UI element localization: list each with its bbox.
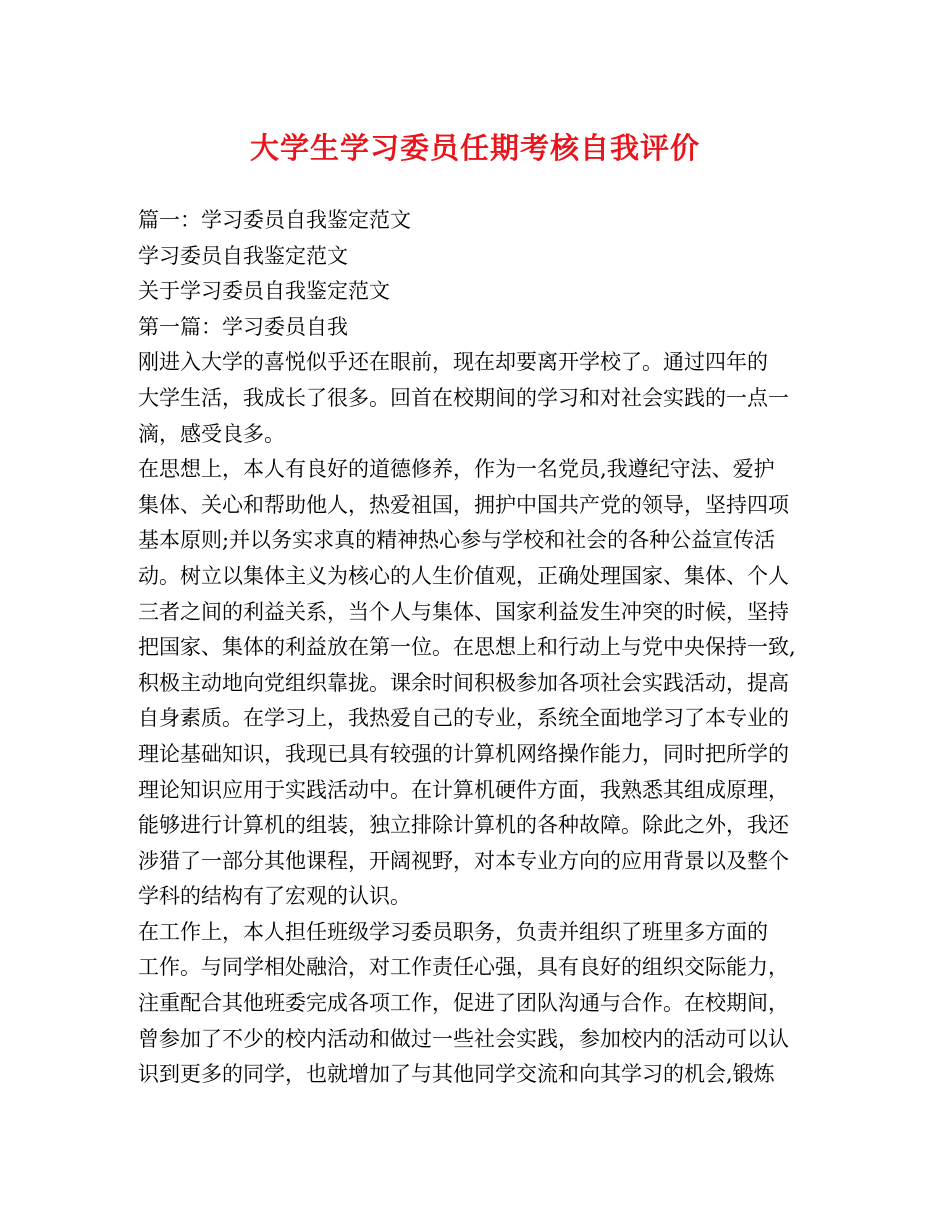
- text-line: 自身素质。在学习上，我热爱自己的专业，系统全面地学习了本专业的: [138, 706, 789, 731]
- text-line: 集体、关心和帮助他人，热爱祖国，拥护中国共产党的领导，坚持四项: [138, 492, 789, 517]
- text-line: 在思想上，本人有良好的道德修养，作为一名党员,我遵纪守法、爱护: [138, 457, 775, 482]
- text-line: 基本原则;并以务实求真的精神热心参与学校和社会的各种公益宣传活: [138, 528, 776, 553]
- text-line: 学习委员自我鉴定范文: [138, 243, 348, 268]
- text-line: 识到更多的同学，也就增加了与其他同学交流和向其学习的机会,锻炼: [138, 1062, 775, 1087]
- text-line: 学科的结构有了宏观的认识。: [138, 884, 411, 909]
- text-line: 动。树立以集体主义为核心的人生价值观，正确处理国家、集体、个人: [138, 563, 789, 588]
- text-line: 三者之间的利益关系，当个人与集体、国家利益发生冲突的时候，坚持: [138, 599, 789, 624]
- text-line: 理论基础知识，我现已具有较强的计算机网络操作能力，同时把所学的: [138, 741, 789, 766]
- text-line: 关于学习委员自我鉴定范文: [138, 279, 390, 304]
- document-body: [138, 203, 814, 1093]
- text-line: 篇一：学习委员自我鉴定范文: [138, 208, 411, 232]
- text-line: 理论知识应用于实践活动中。在计算机硬件方面，我熟悉其组成原理，: [138, 777, 789, 802]
- document-title: 大学生学习委员任期考核自我评价: [249, 131, 700, 165]
- text-line: 刚进入大学的喜悦似乎还在眼前，现在却要离开学校了。通过四年的: [138, 350, 768, 375]
- text-line: 涉猎了一部分其他课程，开阔视野，对本专业方向的应用背景以及整个: [138, 848, 789, 873]
- text-line: 积极主动地向党组织靠拢。课余时间积极参加各项社会实践活动，提高: [138, 670, 789, 695]
- text-line: 能够进行计算机的组装，独立排除计算机的各种故障。除此之外，我还: [138, 813, 789, 838]
- text-line: 在工作上，本人担任班级学习委员职务，负责并组织了班里多方面的: [138, 919, 768, 944]
- text-line: 大学生活，我成长了很多。回首在校期间的学习和对社会实践的一点一: [138, 385, 789, 410]
- text-line: 第一篇：学习委员自我: [138, 314, 348, 339]
- text-line: 工作。与同学相处融洽，对工作责任心强，具有良好的组织交际能力，: [138, 955, 789, 980]
- text-line: 滴，感受良多。: [138, 421, 285, 446]
- text-line: 曾参加了不少的校内活动和做过一些社会实践，参加校内的活动可以认: [138, 1026, 789, 1051]
- text-line: 注重配合其他班委完成各项工作，促进了团队沟通与合作。在校期间，: [138, 991, 789, 1016]
- text-line: 把国家、集体的利益放在第一位。在思想上和行动上与党中央保持一致,: [138, 635, 796, 660]
